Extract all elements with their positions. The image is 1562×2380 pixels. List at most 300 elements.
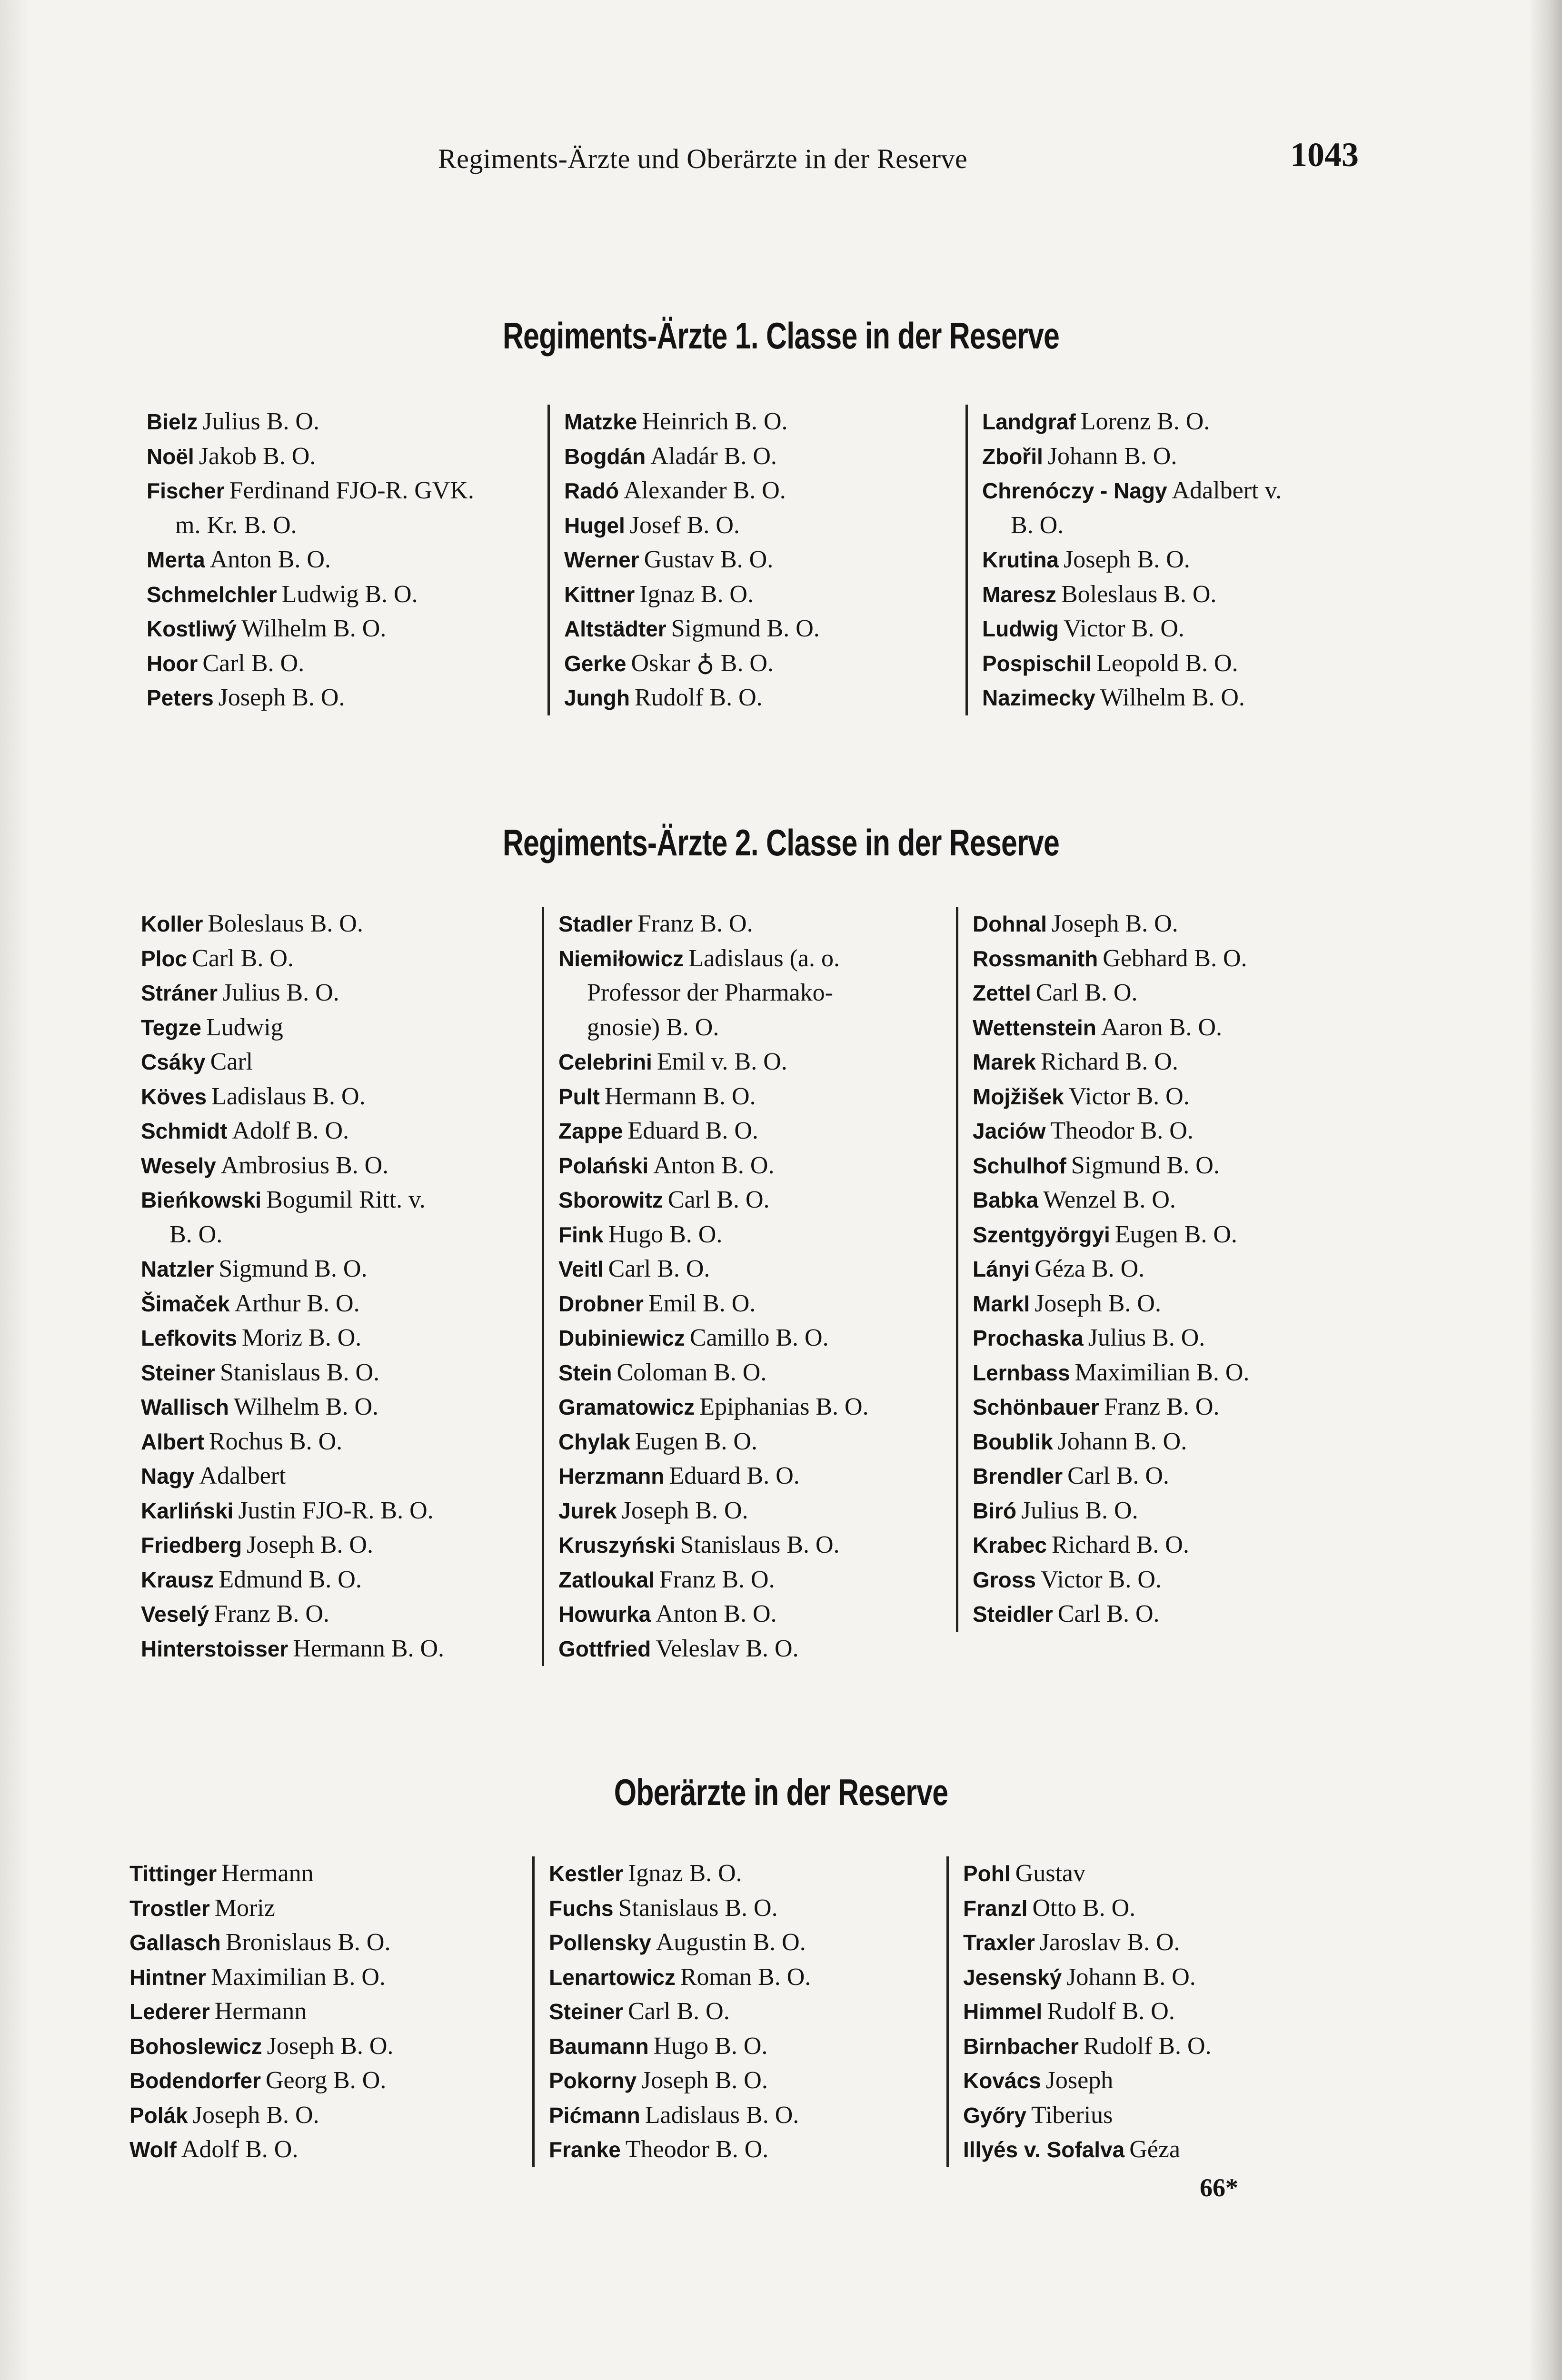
entry-surname: Fink <box>558 1222 604 1247</box>
list-item <box>141 1114 444 1149</box>
list-item <box>973 1356 1249 1390</box>
entry-given-name: Bogumil Ritt. v. <box>266 1186 426 1213</box>
column <box>965 405 1282 715</box>
list-item <box>564 681 820 715</box>
entry-given-name: Hugo B. O. <box>653 2032 768 2060</box>
entry-surname: Fischer <box>147 478 225 503</box>
page-edge-left <box>0 0 29 2380</box>
section-title-oberaerzte: Oberärzte in der Reserve <box>614 1771 948 1813</box>
list-item <box>558 1563 869 1597</box>
entry-surname: Veitl <box>558 1257 604 1281</box>
entry-given-name: Joseph B. O. <box>247 1531 373 1558</box>
list-item <box>147 508 474 543</box>
entry-surname: Celebrini <box>558 1050 652 1074</box>
entry-given-name: Joseph B. O. <box>1035 1289 1161 1317</box>
list-item <box>141 1218 444 1252</box>
entry-given-name: Tiberius <box>1031 2101 1113 2129</box>
entry-surname: Pokorny <box>549 2068 637 2093</box>
list-item <box>558 1321 869 1356</box>
entry-surname: Niemiłowicz <box>558 946 684 971</box>
entry-given-name: Rudolf B. O. <box>634 684 763 711</box>
entry-surname: Chrenóczy - Nagy <box>982 478 1167 503</box>
entry-given-name: Anton B. O. <box>656 1600 777 1627</box>
entry-surname: Bohoslewicz <box>129 2033 262 2059</box>
entry-surname: Hinterstoisser <box>141 1636 289 1661</box>
entry-given-name: Rochus B. O. <box>209 1428 343 1455</box>
entry-given-name: Gustav <box>1015 1860 1085 1887</box>
entry-surname: Rossmanith <box>973 946 1098 971</box>
list-item <box>982 508 1282 543</box>
entry-surname: Karliński <box>141 1498 234 1523</box>
list-item <box>549 2132 811 2167</box>
entry-surname: Himmel <box>963 1999 1043 2024</box>
entry-surname: Pult <box>558 1084 600 1109</box>
entry-given-name: Gebhard B. O. <box>1103 944 1247 972</box>
list-item <box>558 1425 869 1459</box>
entry-surname: Schulhof <box>973 1153 1066 1178</box>
list-item <box>558 1356 869 1390</box>
list-item <box>558 1149 869 1183</box>
list-item <box>973 1390 1249 1425</box>
entry-given-name: Johann B. O. <box>1057 1428 1187 1455</box>
list-item <box>147 543 474 577</box>
list-item <box>982 612 1282 646</box>
list-item <box>982 439 1282 474</box>
entry-surname: Birnbacher <box>963 2033 1079 2059</box>
entry-surname: Merta <box>147 547 205 572</box>
entry-surname: Bielz <box>147 409 198 434</box>
entry-given-name: Rudolf B. O. <box>1047 1998 1175 2025</box>
entry-given-name: Rudolf B. O. <box>1083 2032 1212 2060</box>
entry-given-name: Aaron B. O. <box>1101 1013 1223 1041</box>
list-item <box>129 1856 393 1891</box>
entry-given-name: Hermann B. O. <box>604 1082 756 1110</box>
list-item <box>129 1925 393 1960</box>
entry-given-name: Johann B. O. <box>1047 442 1177 470</box>
entry-surname: Gross <box>973 1567 1036 1592</box>
list-item <box>141 1459 444 1494</box>
entry-surname: Hintner <box>129 1964 206 1990</box>
entry-continuation: gnosie) B. O. <box>587 1013 719 1041</box>
list-item <box>564 577 820 612</box>
entry-given-name: Carl B. O. <box>202 649 305 677</box>
entry-surname: Polański <box>558 1153 649 1178</box>
entry-surname: Maresz <box>982 582 1056 607</box>
entry-surname: Bodendorfer <box>129 2068 261 2093</box>
entry-surname: Krausz <box>141 1567 214 1592</box>
entry-given-name: Adolf B. O. <box>232 1117 349 1144</box>
entry-given-name: Anton B. O. <box>209 546 331 573</box>
entry-surname: Csáky <box>141 1050 206 1074</box>
entry-given-name: Wilhelm B. O. <box>1100 684 1245 711</box>
entry-given-name: Joseph B. O. <box>267 2032 394 2060</box>
entry-surname: Pićmann <box>549 2102 640 2128</box>
list-item <box>973 1321 1249 1356</box>
entry-given-name: Augustin B. O. <box>656 1929 806 1956</box>
entry-surname: Franzl <box>963 1895 1028 1921</box>
entry-surname: Peters <box>147 685 214 710</box>
list-item <box>558 942 869 976</box>
entry-given-name: Carl B. O. <box>608 1255 710 1282</box>
list-item <box>141 1494 444 1528</box>
entry-surname: Howurka <box>558 1602 651 1626</box>
entry-surname: Šimaček <box>141 1291 230 1316</box>
entry-given-name: Julius B. O. <box>222 979 339 1006</box>
list-item <box>564 405 820 439</box>
list-item <box>963 1856 1212 1891</box>
entry-surname: Ludwig <box>982 616 1059 641</box>
list-item <box>558 1114 869 1149</box>
list-item <box>558 1597 869 1632</box>
entry-given-name: Jakob B. O. <box>199 442 316 470</box>
entry-given-name: Adalbert <box>199 1462 286 1489</box>
list-item <box>558 976 869 1011</box>
list-item <box>549 2063 811 2098</box>
entry-given-name: Victor B. O. <box>1040 1566 1162 1593</box>
entry-given-name: Carl <box>210 1048 253 1075</box>
entry-surname: Hoor <box>147 651 198 676</box>
list-item <box>147 646 474 681</box>
entry-given-name: Ladislaus B. O. <box>211 1082 366 1110</box>
entry-surname: Hugel <box>564 513 625 538</box>
entry-given-name: Heinrich B. O. <box>642 408 788 435</box>
entry-surname: Illyés v. Sofalva <box>963 2137 1125 2162</box>
entry-given-name: Richard B. O. <box>1040 1048 1178 1075</box>
list-item <box>973 1080 1249 1114</box>
list-item <box>558 907 869 942</box>
entry-given-name: Oskar ♁ B. O. <box>631 649 774 677</box>
list-item <box>147 612 474 646</box>
entry-given-name: Julius B. O. <box>202 408 319 435</box>
column <box>147 405 474 715</box>
entry-given-name: Sigmund B. O. <box>671 615 820 642</box>
entry-given-name: Boleslaus B. O. <box>1061 580 1217 608</box>
entry-given-name: Ludwig B. O. <box>281 580 418 608</box>
list-item <box>141 1252 444 1287</box>
entry-surname: Albert <box>141 1429 204 1454</box>
list-item <box>973 942 1249 976</box>
list-item <box>558 1494 869 1528</box>
entry-surname: Nazimecky <box>982 685 1095 710</box>
entry-given-name: Eduard B. O. <box>669 1462 800 1489</box>
entry-given-name: Ladislaus B. O. <box>645 2101 799 2129</box>
entry-given-name: Franz B. O. <box>1104 1393 1220 1420</box>
entry-given-name: Camillo B. O. <box>689 1324 829 1351</box>
entry-surname: Lányi <box>973 1257 1030 1281</box>
entry-given-name: Gustav B. O. <box>644 546 774 573</box>
entry-given-name: Joseph B. O. <box>621 1497 748 1524</box>
entry-given-name: Franz B. O. <box>637 910 753 937</box>
entry-given-name: Géza B. O. <box>1035 1255 1145 1282</box>
list-item <box>982 646 1282 681</box>
list-item <box>558 1632 869 1666</box>
list-item <box>549 1994 811 2029</box>
entry-surname: Zbořil <box>982 444 1043 469</box>
entry-given-name: Julius B. O. <box>1021 1497 1138 1524</box>
entry-given-name: Coloman B. O. <box>617 1359 767 1386</box>
list-item <box>147 474 474 508</box>
list-item <box>129 2063 393 2098</box>
entry-given-name: Sigmund B. O. <box>219 1255 368 1282</box>
entry-surname: Jungh <box>564 685 630 710</box>
entry-given-name: Adalbert v. <box>1172 477 1282 504</box>
list-item <box>141 1011 444 1045</box>
list-item <box>129 2132 393 2167</box>
entry-surname: Gramatowicz <box>558 1395 695 1419</box>
list-item <box>549 1925 811 1960</box>
entry-given-name: Ignaz B. O. <box>639 580 754 608</box>
entry-given-name: Alexander B. O. <box>624 477 786 504</box>
entry-given-name: Emil B. O. <box>648 1289 756 1317</box>
entry-given-name: Joseph B. O. <box>641 2067 768 2094</box>
list-item <box>549 2029 811 2064</box>
list-item <box>558 1252 869 1287</box>
running-head: Regiments-Ärzte und Oberärzte in der Reserve <box>438 143 968 174</box>
list-item <box>549 1891 811 1926</box>
entry-given-name: Ambrosius B. O. <box>220 1151 389 1179</box>
entry-surname: Schmelchler <box>147 582 277 607</box>
list-item <box>973 1149 1249 1183</box>
entry-given-name: Theodor B. O. <box>1050 1117 1194 1144</box>
entry-given-name: Moriz B. O. <box>241 1324 362 1351</box>
entry-given-name: Georg B. O. <box>266 2067 387 2094</box>
entry-given-name: Victor B. O. <box>1068 1082 1190 1110</box>
entry-surname: Dohnal <box>973 912 1047 936</box>
list-item <box>129 1891 393 1926</box>
list-item <box>141 1563 444 1597</box>
entry-surname: Noël <box>147 444 194 469</box>
list-item <box>141 1597 444 1632</box>
entry-surname: Steiner <box>549 1999 623 2024</box>
entry-given-name: Johann B. O. <box>1066 1963 1196 1991</box>
entry-given-name: Joseph <box>1045 2067 1114 2094</box>
entry-surname: Kovács <box>963 2068 1041 2093</box>
entry-surname: Baumann <box>549 2033 649 2059</box>
entry-given-name: Carl B. O. <box>1067 1462 1169 1489</box>
list-item <box>973 1528 1249 1563</box>
entry-surname: Krutina <box>982 547 1059 572</box>
entry-surname: Friedberg <box>141 1533 242 1557</box>
list-item <box>973 1183 1249 1218</box>
list-item <box>973 1563 1249 1597</box>
entry-given-name: Aladár B. O. <box>650 442 777 470</box>
entry-given-name: Epiphanias B. O. <box>699 1393 869 1420</box>
entry-given-name: Joseph B. O. <box>1064 546 1190 573</box>
entry-given-name: Carl B. O. <box>1057 1600 1160 1627</box>
entry-surname: Krabec <box>973 1533 1047 1557</box>
entry-surname: Jurek <box>558 1498 617 1523</box>
list-item <box>141 1183 444 1218</box>
column <box>547 405 820 715</box>
entry-given-name: Eduard B. O. <box>627 1117 758 1144</box>
entry-surname: Lenartowicz <box>549 1964 676 1990</box>
entry-given-name: Carl B. O. <box>667 1186 770 1213</box>
list-item <box>558 1459 869 1494</box>
list-item <box>973 976 1249 1011</box>
list-item <box>564 508 820 543</box>
entry-surname: Stein <box>558 1360 612 1385</box>
list-item <box>963 1925 1212 1960</box>
entry-surname: Lefkovits <box>141 1326 237 1350</box>
entry-continuation: m. Kr. B. O. <box>175 511 297 539</box>
entry-given-name: Ludwig <box>206 1013 283 1041</box>
entry-surname: Lederer <box>129 1999 210 2024</box>
list-item <box>982 474 1282 508</box>
list-item <box>558 1011 869 1045</box>
entry-surname: Trostler <box>129 1895 210 1921</box>
entry-given-name: Joseph B. O. <box>192 2101 319 2129</box>
list-item <box>963 1960 1212 1995</box>
entry-surname: Győry <box>963 2102 1026 2128</box>
list-item <box>141 976 444 1011</box>
entry-given-name: Maximilian B. O. <box>1074 1359 1250 1386</box>
entry-surname: Köves <box>141 1084 207 1109</box>
entry-given-name: Wilhelm B. O. <box>233 1393 379 1420</box>
column <box>532 1856 811 2167</box>
list-item <box>141 1528 444 1563</box>
list-item <box>141 1321 444 1356</box>
list-item <box>973 1045 1249 1080</box>
entry-surname: Brendler <box>973 1464 1063 1488</box>
entry-surname: Kittner <box>564 582 635 607</box>
entry-given-name: Stanislaus B. O. <box>618 1894 778 1922</box>
entry-surname: Biró <box>973 1498 1016 1523</box>
entry-surname: Wallisch <box>141 1395 229 1419</box>
entry-surname: Dubiniewicz <box>558 1326 685 1350</box>
entry-given-name: Ferdinand FJO-R. GVK. <box>229 477 474 504</box>
entry-continuation: B. O. <box>1011 511 1064 539</box>
column <box>946 1856 1212 2167</box>
entry-surname: Schmidt <box>141 1119 228 1143</box>
list-item <box>982 405 1282 439</box>
entry-surname: Nagy <box>141 1464 195 1488</box>
entry-surname: Stadler <box>558 912 633 936</box>
list-item <box>147 681 474 715</box>
entry-given-name: Eugen B. O. <box>635 1428 757 1455</box>
list-item <box>147 405 474 439</box>
column <box>956 907 1249 1632</box>
entry-surname: Jesenský <box>963 1964 1062 1990</box>
list-item <box>558 1045 869 1080</box>
list-item <box>963 2063 1212 2098</box>
entry-given-name: Carl B. O. <box>627 1998 730 2025</box>
column <box>141 907 444 1666</box>
entry-surname: Szentgyörgyi <box>973 1222 1110 1247</box>
entry-surname: Schönbauer <box>973 1395 1099 1419</box>
entry-surname: Pollensky <box>549 1930 651 1955</box>
entry-surname: Wesely <box>141 1153 216 1178</box>
list-item <box>963 2029 1212 2064</box>
list-item <box>549 2098 811 2133</box>
entry-surname: Chylak <box>558 1429 630 1454</box>
list-item <box>558 1080 869 1114</box>
section-title-regimentsaerzte-2: Regiments-Ärzte 2. Classe in der Reserve <box>502 822 1060 863</box>
entry-surname: Wettenstein <box>973 1015 1096 1040</box>
list-item <box>973 1459 1249 1494</box>
entry-surname: Jaciów <box>973 1119 1046 1143</box>
entry-surname: Gottfried <box>558 1636 651 1661</box>
entry-given-name: Maximilian B. O. <box>211 1963 386 1991</box>
entry-given-name: Wenzel B. O. <box>1043 1186 1176 1213</box>
entry-surname: Steiner <box>141 1360 215 1385</box>
entry-surname: Markl <box>973 1291 1030 1316</box>
list-item <box>564 543 820 577</box>
entry-given-name: Leopold B. O. <box>1096 649 1238 677</box>
list-item <box>973 1114 1249 1149</box>
entry-surname: Franke <box>549 2137 621 2162</box>
entry-given-name: Géza <box>1129 2136 1181 2163</box>
list-item <box>973 1218 1249 1252</box>
entry-surname: Gallasch <box>129 1930 221 1955</box>
list-item <box>129 2098 393 2133</box>
entry-surname: Altstädter <box>564 616 667 641</box>
entry-given-name: Joseph B. O. <box>218 684 345 711</box>
list-item <box>129 2029 393 2064</box>
entry-given-name: Stanislaus B. O. <box>219 1359 380 1386</box>
entry-given-name: Otto B. O. <box>1032 1894 1136 1922</box>
entry-given-name: Hermann <box>221 1860 314 1887</box>
entry-given-name: Joseph B. O. <box>1051 910 1178 937</box>
list-item <box>982 577 1282 612</box>
entry-surname: Pospischil <box>982 651 1092 676</box>
list-item <box>549 1856 811 1891</box>
list-item <box>141 1080 444 1114</box>
list-item <box>147 439 474 474</box>
entry-given-name: Ignaz B. O. <box>627 1860 742 1887</box>
entry-surname: Traxler <box>963 1930 1035 1955</box>
entry-given-name: Sigmund B. O. <box>1071 1151 1220 1179</box>
list-item <box>141 1390 444 1425</box>
list-item <box>564 612 820 646</box>
list-item <box>973 1011 1249 1045</box>
entry-surname: Polák <box>129 2102 188 2128</box>
entry-given-name: Roman B. O. <box>680 1963 811 1991</box>
entry-given-name: Victor B. O. <box>1063 615 1184 642</box>
list-item <box>558 1528 869 1563</box>
list-item <box>558 1218 869 1252</box>
entry-given-name: Ladislaus (a. o. <box>688 944 840 972</box>
signature-mark: 66* <box>1200 2173 1238 2202</box>
entry-surname: Pohl <box>963 1861 1011 1886</box>
entry-given-name: Hermann B. O. <box>293 1635 445 1662</box>
entry-surname: Matzke <box>564 409 637 434</box>
entry-given-name: Franz B. O. <box>214 1600 329 1627</box>
entry-surname: Marek <box>973 1050 1036 1074</box>
list-item <box>963 1994 1212 2029</box>
entry-given-name: Franz B. O. <box>659 1566 775 1593</box>
entry-surname: Drobner <box>558 1291 644 1316</box>
entry-surname: Babka <box>973 1188 1039 1212</box>
list-item <box>973 1425 1249 1459</box>
page-number: 1043 <box>1290 136 1359 174</box>
entry-given-name: Lorenz B. O. <box>1080 408 1210 435</box>
entry-given-name: Moriz <box>214 1894 275 1922</box>
list-item <box>982 543 1282 577</box>
entry-continuation: Professor der Pharmako- <box>587 979 833 1006</box>
entry-surname: Kruszyński <box>558 1533 676 1557</box>
entry-given-name: Carl B. O. <box>1035 979 1138 1006</box>
entry-surname: Zettel <box>973 981 1031 1005</box>
entry-surname: Radó <box>564 478 619 503</box>
section-title-regimentsaerzte-1: Regiments-Ärzte 1. Classe in der Reserve <box>502 315 1060 357</box>
list-item <box>963 2098 1212 2133</box>
entry-surname: Natzler <box>141 1257 214 1281</box>
entry-given-name: Eugen B. O. <box>1114 1220 1237 1248</box>
entry-surname: Boublik <box>973 1429 1053 1454</box>
entry-given-name: Arthur B. O. <box>234 1289 360 1317</box>
list-item <box>147 577 474 612</box>
entry-given-name: Hugo B. O. <box>608 1220 723 1248</box>
